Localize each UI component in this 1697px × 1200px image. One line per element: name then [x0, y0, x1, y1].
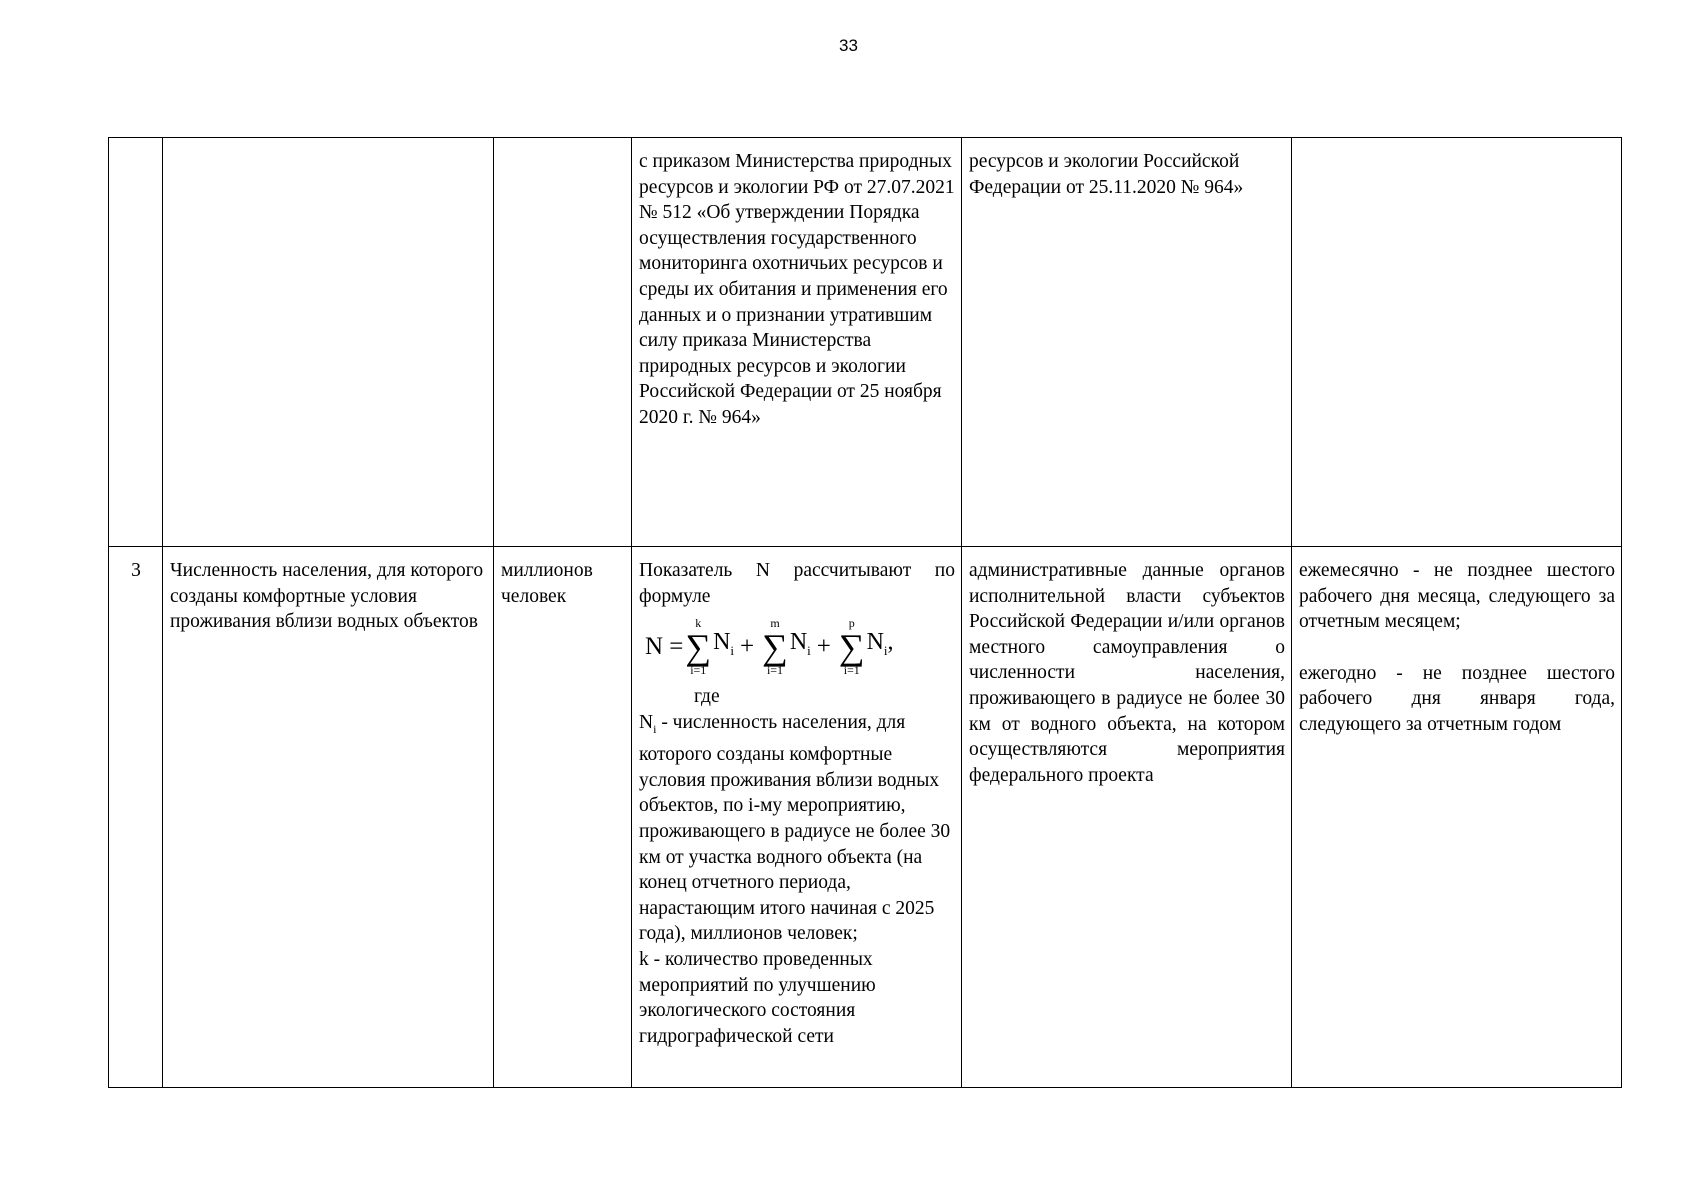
- period-spacer: [1299, 635, 1615, 661]
- cell-data-source: ресурсов и экологии Российской Федерации от 25.11.2020 № 964»: [962, 138, 1292, 547]
- cell-unit: миллионов человек: [494, 547, 632, 1088]
- cell-indicator-name: Численность населения, для которого созданы комфортные условия проживания вблизи водных объектов: [163, 547, 494, 1088]
- formula-lhs: N =: [645, 633, 684, 661]
- table-row: [109, 547, 1622, 1088]
- cell-unit: [494, 138, 632, 547]
- method-definition: $N_i$ - численность населения, для которого созданы комфортные условия проживания вблизи водных объектов, по i-му мероприятию, проживающего в радиусе не более 30 км от участка водного объекта (на конец отчетного периода, нарастающим итого начиная с 2025 года), миллионов человек;: [639, 711, 951, 945]
- cell-data-source: административные данные органов исполнительной власти субъектов Российской Федерации и/или органов местного самоуправления о численности населения, проживающего в радиусе не более 30 км от водного объекта, на котором осуществляются мероприятия федерального проекта: [962, 547, 1292, 1088]
- sum-3: p ∑ i=1: [838, 616, 865, 678]
- period-yearly: ежегодно - не позднее шестого рабочего дня января года, следующего за отчетным годом: [1299, 662, 1615, 735]
- cell-method: [632, 547, 962, 1088]
- indicator-table: [108, 137, 1622, 1088]
- term-3: $N_i$,: [866, 629, 894, 659]
- cell-number: [109, 138, 163, 547]
- sum-1: k ∑ i=1: [685, 616, 712, 678]
- term-1: $N_i$: [713, 629, 735, 659]
- method-k-definition: k - количество проведенных мероприятий по улучшению экологического состояния гидрографической сети: [639, 949, 876, 1047]
- term-2: $N_i$: [789, 629, 811, 659]
- cell-number: 3: [109, 547, 163, 1088]
- sum-2: m ∑ i=1: [762, 616, 788, 678]
- cell-period: [1292, 138, 1622, 547]
- page-number: 33: [839, 36, 858, 55]
- method-intro: Показатель N рассчитывают по формуле: [639, 560, 955, 607]
- period-monthly: ежемесячно - не позднее шестого рабочего дня месяца, следующего за отчетным месяцем;: [1299, 560, 1615, 633]
- formula-where: где: [694, 686, 720, 708]
- cell-indicator-name: [163, 138, 494, 547]
- table-row: [109, 138, 1622, 547]
- cell-method: с приказом Министерства природных ресурсов и экологии РФ от 27.07.2021 № 512 «Об утверждении Порядка осуществления государственного мониторинга охотничьих ресурсов и среды их обитания и применения его данных и о признании утратившим силу приказа Министерства природных ресурсов и экологии Российской Федерации от 25 ноября 2020 г. № 964»: [632, 138, 962, 547]
- cell-period: [1292, 547, 1622, 1088]
- formula: N = k ∑ i=1 $N_i$ + m ∑ i=1 $N_i$ + p ∑ i=1 $N_i$,: [645, 616, 894, 678]
